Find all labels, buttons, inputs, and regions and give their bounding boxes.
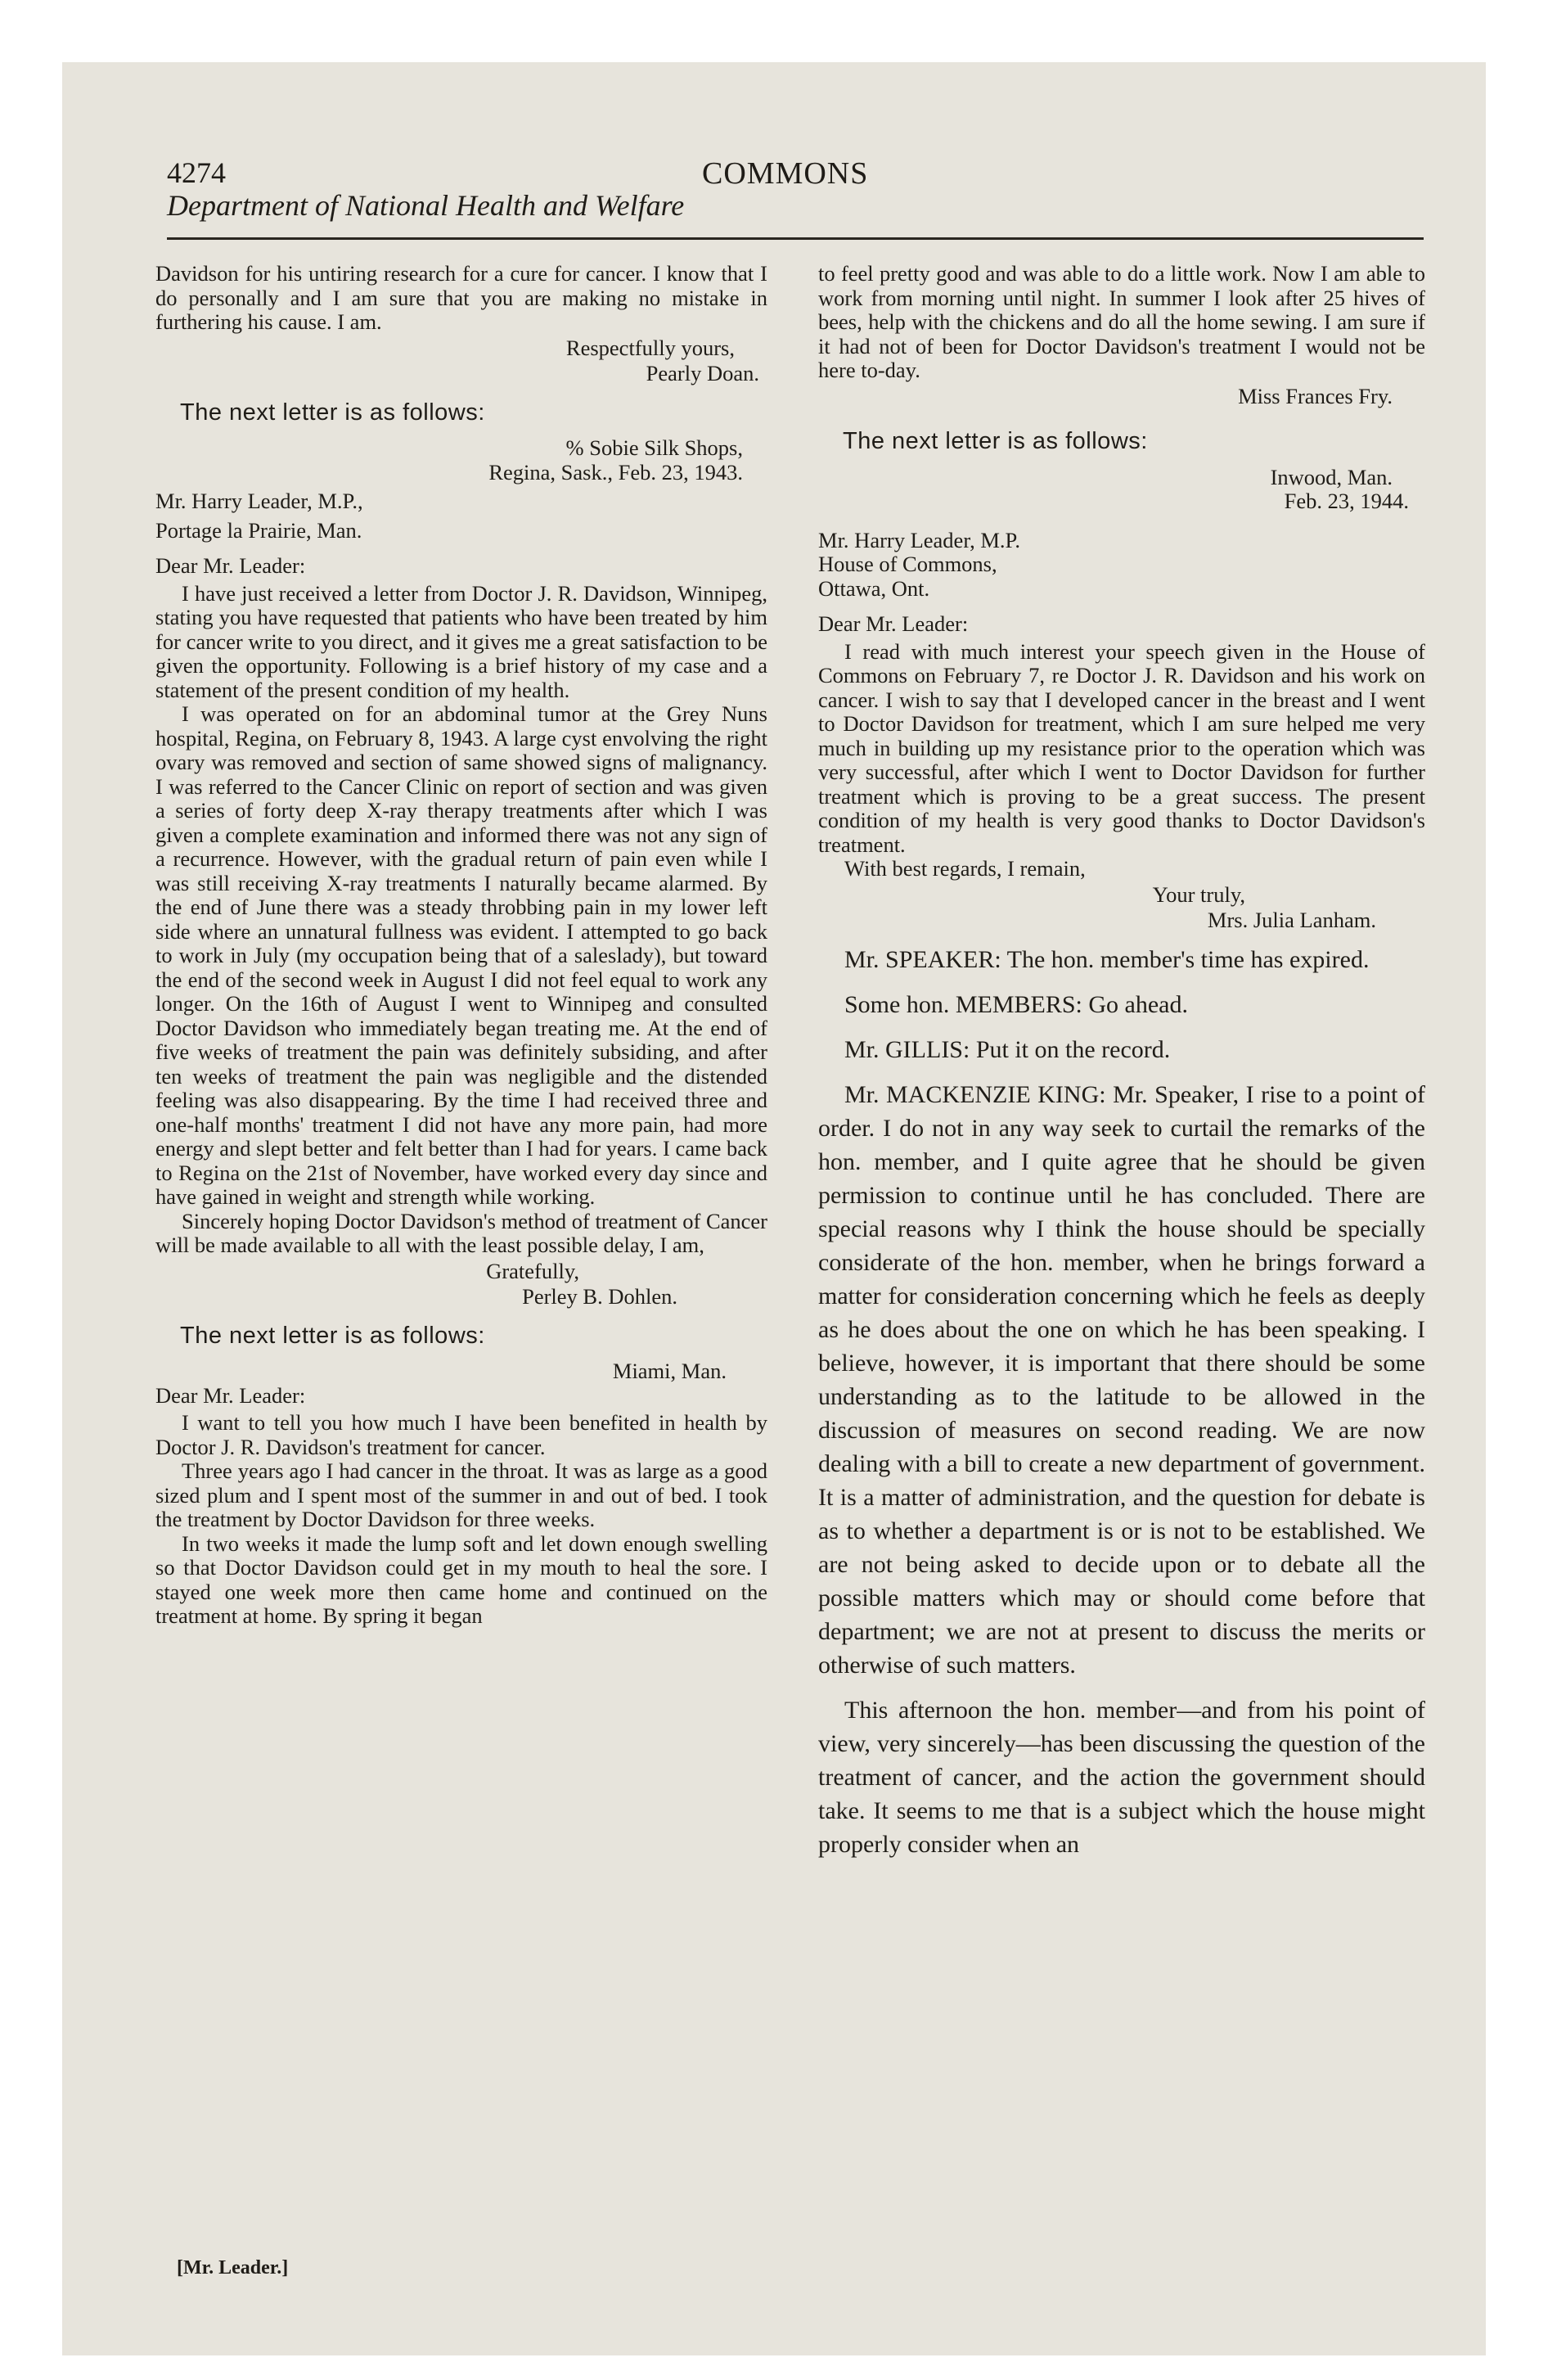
paragraph: I was operated on for an abdominal tumor at the Grey Nuns hospital, Regina, on February 8, 1943. A large cyst envolving the right ovary was removed and section of same showed signs of malignancy. I was referred to the Cancer Clinic on report of section and was given a series of forty deep X-ray therapy treatments after which I was given a complete examination and informed there was not any sign of a recurrence. However, with the gradual return of pain even while I was still receiving X-ray treatments I naturally became alarmed. By the end of June there was a steady throbbing pain in my lower left side where an unnatural fullness was evident. I attempted to go back to work in July (my occupation being that of a saleslady), but toward the end of the second week in August I did not feel equal to work any longer. On the 16th of August I went to Winnipeg and consulted Doctor Davidson who immediately began treating me. At the end of five weeks of treatment the pain was definitely subsiding, and after ten weeks of treatment the pain was negligible and the distended feeling was also disappearing. By the time I had received three and one-half months' treatment I did not have any more pain, had more energy and slept better and felt better than I had for years. I came back to Regina on the 21st of November, have worked every day since and have gained in weight and strength while working. [155,701,767,1209]
header-rule [167,237,1424,240]
recipient-line: Mr. Harry Leader, M.P., [155,489,363,513]
closing: Your truly, [1152,881,1245,907]
signature: Mrs. Julia Lanham. [1207,908,1376,932]
letter-intro: The next letter is as follows: [843,428,1148,454]
speech-paragraph: Mr. SPEAKER: The hon. member's time has expired. [844,945,1370,973]
paragraph: I read with much interest your speech given in the House of Commons on February 7, re Doctor J. R. Davidson and his work on cancer. I wish to say that I developed cancer in the breast and I went to Doctor Davidson for treatment, which I am sure helped me very much in building up my resistance prior to the operation which was very successful, after which I went to Doctor Davidson for further treatment which is proving to be a great success. The present condition of my health is very good thanks to Doctor Davidson's treatment. [818,638,1425,857]
recipient-line: Ottawa, Ont. [818,575,930,601]
paragraph: In two weeks it made the lump soft and let down enough swelling so that Doctor Davidson could get in my mouth to heal the sore. I stayed one week more then came home and continued on the treatment at home. By spring it began [155,1530,767,1628]
paragraph: to feel pretty good and was able to do a little work. Now I am able to work from morning until night. In summer I look after 25 hives of bees, help with the chickens and do all the home sewing. I am sure if it had not of been for Doctor Davidson's treatment I would not be here to-day. [818,262,1425,382]
left-column [155,262,767,2226]
section-subtitle: Department of National Health and Welfare [167,189,685,222]
address-line: % Sobie Silk Shops, [565,435,743,460]
address-line: Miami, Man. [612,1359,727,1383]
letter-intro: The next letter is as follows: [180,399,485,426]
paragraph: With best regards, I remain, [844,856,1086,881]
right-column [818,262,1425,2226]
speaker-marker: [Mr. Leader.] [177,2257,289,2279]
closing: Gratefully, [486,1258,579,1283]
paragraph: Davidson for his untiring research for a cure for cancer. I know that I do personally and I am sure that you are making no mistake in furthering his cause. I am. [155,262,767,334]
address-line: Inwood, Man. [1270,464,1393,489]
letter-intro: The next letter is as follows: [180,1322,485,1349]
speech-paragraph: This afternoon the hon. member—and from his point of view, very sincerely—has been discussing the question of the treatment of cancer, and the action the government should take. It seems to me that is a subject which the house might properly consider when an [818,1696,1425,1858]
paragraph: Sincerely hoping Doctor Davidson's method of treatment of Cancer will be made available to all with the least possible delay, I am, [155,1208,767,1257]
signature: Perley B. Dohlen. [522,1284,677,1309]
running-header: COMMONS [702,156,869,191]
recipient-line: Mr. Harry Leader, M.P. [818,527,1020,552]
paragraph: I want to tell you how much I have been benefited in health by Doctor J. R. Davidson's treatment for cancer. [155,1410,767,1459]
recipient-line: Portage la Prairie, Man. [155,517,362,543]
recipient-line: House of Commons, [818,552,997,576]
address-line: Regina, Sask., Feb. 23, 1943. [488,459,743,485]
salutation: Dear Mr. Leader: [155,553,306,578]
speech-paragraph: Mr. GILLIS: Put it on the record. [844,1035,1171,1063]
speech-paragraph: Mr. MACKENZIE KING: Mr. Speaker, I rise to a point of order. I do not in any way seek to curtail the remarks of the hon. member, and I quite agree that he should be given permission to continue until he has concluded. There are special reasons why I think the house should be specially considerate of the hon. member, when he brings forward a matter for consideration concerning which he feels as deeply as he does about the one on which he has been speaking. I believe, however, it is important that there should be some understanding as to the latitude to be allowed in the discussion of measures on second reading. We are now dealing with a bill to create a new department of government. It is a matter of administration, and the question for debate is as to whether a department is or is not to be established. We are not being asked to decide upon or to debate all the possible matters which may or should come before that department; we are not at present to discuss the merits or otherwise of such matters. [818,1080,1425,1679]
paragraph: Three years ago I had cancer in the throat. It was as large as a good sized plum and I spent most of the summer in and out of bed. I took the treatment by Doctor Davidson for three weeks. [155,1458,767,1531]
paragraph: I have just received a letter from Doctor J. R. Davidson, Winnipeg, stating you have requested that patients who have been treated by him for cancer write to you direct, and it gives me a great satisfaction to be given the opportunity. Following is a brief history of my case and a statement of the present condition of my health. [155,580,767,702]
salutation: Dear Mr. Leader: [155,1382,306,1408]
salutation: Dear Mr. Leader: [818,611,969,636]
speech-paragraph: Some hon. MEMBERS: Go ahead. [844,990,1188,1018]
signature: Miss Frances Fry. [1238,383,1393,408]
page-number: 4274 [167,156,226,189]
closing: Respectfully yours, [565,335,735,360]
signature: Pearly Doan. [646,361,759,385]
address-line: Feb. 23, 1944. [1284,489,1409,513]
